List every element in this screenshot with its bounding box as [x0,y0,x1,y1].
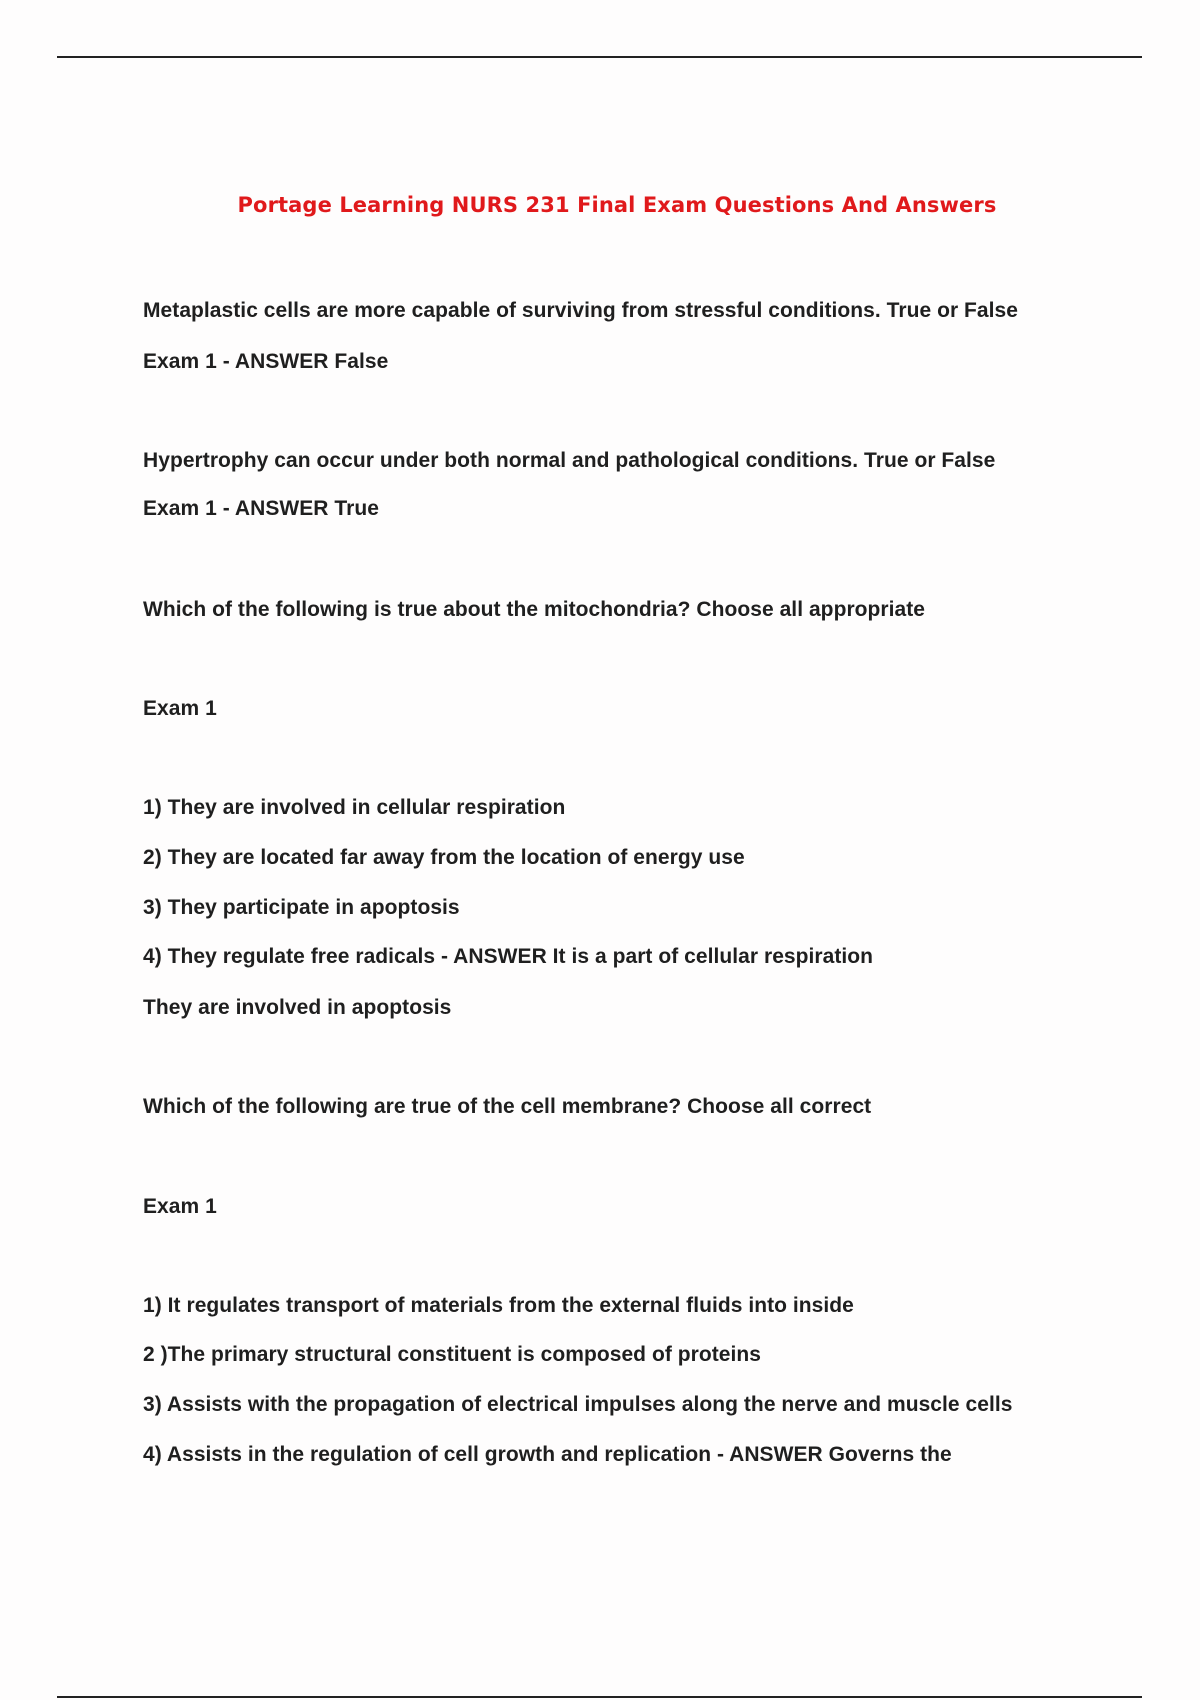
option-line: 1) They are involved in cellular respiration [143,796,566,819]
exam-label: Exam 1 [143,697,217,720]
question-line: Which of the following are true of the cell membrane? Choose all correct [143,1095,872,1118]
option-line: 2) They are located far away from the location of energy use [143,846,745,869]
top-rule [57,56,1142,58]
question-line: Metaplastic cells are more capable of surviving from stressful conditions. True or False [143,299,1019,322]
option-line: 4) Assists in the regulation of cell growth and replication - ANSWER Governs the [143,1443,952,1466]
option-line: 4) They regulate free radicals - ANSWER It is a part of cellular respiration [143,945,874,968]
option-line: 1) It regulates transport of materials from the external fluids into inside [143,1294,854,1317]
answer-line: They are involved in apoptosis [143,996,452,1019]
exam-label: Exam 1 [143,1195,217,1218]
answer-line: Exam 1 - ANSWER False [143,350,389,373]
bottom-rule [57,1696,1142,1698]
answer-line: Exam 1 - ANSWER True [143,497,379,520]
document-title: Portage Learning NURS 231 Final Exam Questions And Answers [237,193,997,217]
option-line: 3) They participate in apoptosis [143,896,460,919]
question-line: Which of the following is true about the mitochondria? Choose all appropriate [143,598,926,621]
question-line: Hypertrophy can occur under both normal and pathological conditions. True or False [143,449,996,472]
option-line: 2 )The primary structural constituent is composed of proteins [143,1343,761,1366]
option-line: 3) Assists with the propagation of electrical impulses along the nerve and muscle cells [143,1393,1013,1416]
